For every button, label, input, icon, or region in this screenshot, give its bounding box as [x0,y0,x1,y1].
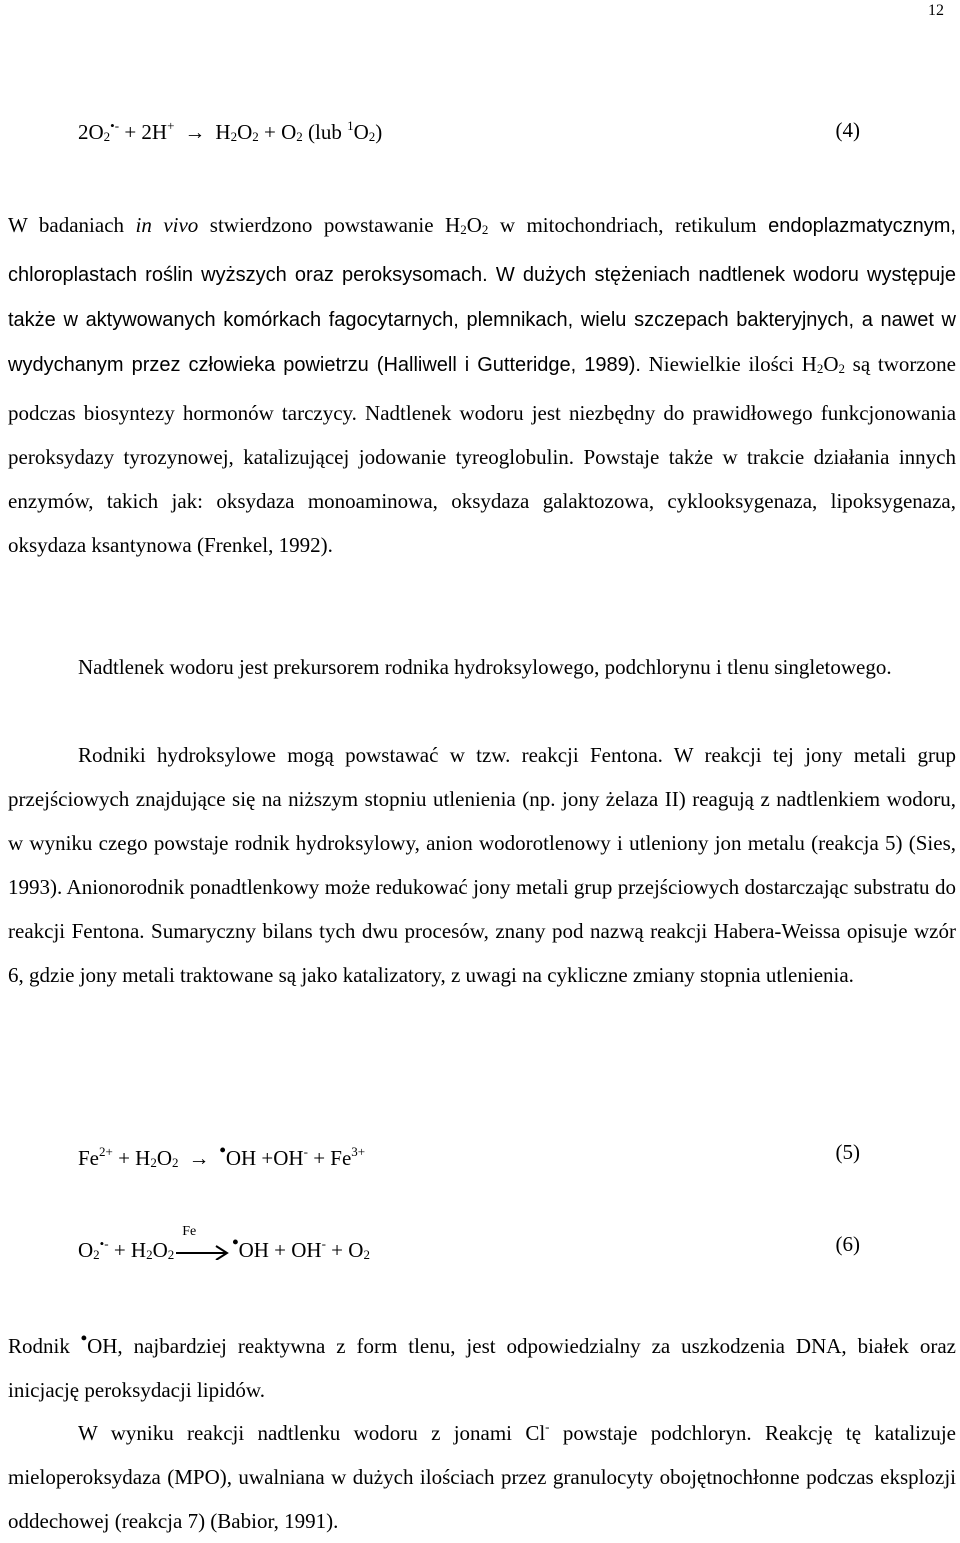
reaction-arrow-icon: → [188,1146,210,1170]
equation-6 [78,1224,860,1262]
catalyzed-arrow [176,1224,230,1262]
radical-dot-icon: • [232,1232,239,1252]
paragraph-precursor: Nadtlenek wodoru jest prekursorem rodnika hydroksylowego, podchlorynu i tlenu singletowego. [78,655,892,679]
paragraph-fenton: Rodniki hydroksylowe mogą powstawać w tzw. reakcji Fentona. W reakcji tej jony metali grup przejściowych znajdujące się na niższym stopniu utlenienia (np. jony żelaza II) reagują z nadtlenkiem wodoru, w wyniku czego powstaje rodnik hydroksylowy, anion wodorotlenowy i utleniony jon metalu (reakcja 5) (Sies, 1993). Anionorodnik ponadtlenkowy może redukować jony metali grup przejściowych dostarczając substratu do reakcji Fentona. Sumaryczny bilans tych dwu procesów, znany pod nazwą reakcji Habera-Weissa opisuje wzór 6, gdzie jony metali traktowane są jako katalizatory, z uwagi na cykliczne zmiany stopnia utlenienia. [8,743,956,987]
equation-5 [78,1140,860,1170]
radical-dot-icon: • [219,1140,226,1160]
equation-4-expression: $2O_2^{•-} + 2H^+ \to H_2O_2 + O_2$ (lub $^1O_2$) [78,118,383,144]
paragraph-hypochlorite: W wyniku reakcji nadtlenku wodoru z jonami Cl- powstaje podchloryn. Reakcję tę katalizuje mieloperoksydaza (MPO), uwalniana w dużych ilościach przez granulocyty obojętnochłonne podczas eksplozji oddechowej (reakcja 7) (Babior, 1991). [8,1419,956,1533]
equation-6-number: (6) [835,1232,860,1256]
catalyst-label: Fe [182,1224,197,1240]
page-number: 12 [928,2,944,19]
radical-dot-icon: • [80,1328,88,1348]
equation-5-number: (5) [835,1140,860,1164]
reaction-arrow-icon: → [184,120,206,144]
paragraph-hydroxyl-radical: Rodnik •OH, najbardziej reaktywna z form tlenu, jest odpowiedzialny za uszkodzenia DNA, białek oraz inicjację peroksydacji lipidów. [8,1328,956,1402]
equation-4 [78,118,860,148]
equation-6-expression: $O_2^{•-} + H_2O_2$ Fe •OH + $OH^- + O_2$ [78,1224,370,1262]
arrow-right-icon [176,1244,230,1260]
equation-5-expression: $Fe^{2+} + H_2O_2$ → •OH $+OH^- + Fe^{3+}$ [78,1140,366,1170]
paragraph-h2o2-sources: W badaniach in vivo stwierdzono powstawanie $H_2O_2$ w mitochondriach, retikulum endoplazmatycznym, chloroplastach roślin wyższych oraz peroksysomach. W dużych stężeniach nadtlenek wodoru występuje także w aktywowanych komórkach fagocytarnych, plemnikach, wielu szczepach bakteryjnych, a nawet w wydychanym przez człowieka powietrzu (Halliwell i Gutteridge, 1989). Niewielkie ilości $H_2O_2$ są tworzone podczas biosyntezy hormonów tarczycy. Nadtlenek wodoru jest niezbędny do prawidłowego funkcjonowania peroksydazy tyrozynowej, katalizującej jodowanie tyreoglobulin. Powstaje także w trakcie działania innych enzymów, takich jak: oksydaza monoaminowa, oksydaza galaktozowa, cyklooksygenaza, lipoksygenaza, oksydaza ksantynowa (Frenkel, 1992). [8,213,957,557]
equation-4-number: (4) [835,118,860,142]
